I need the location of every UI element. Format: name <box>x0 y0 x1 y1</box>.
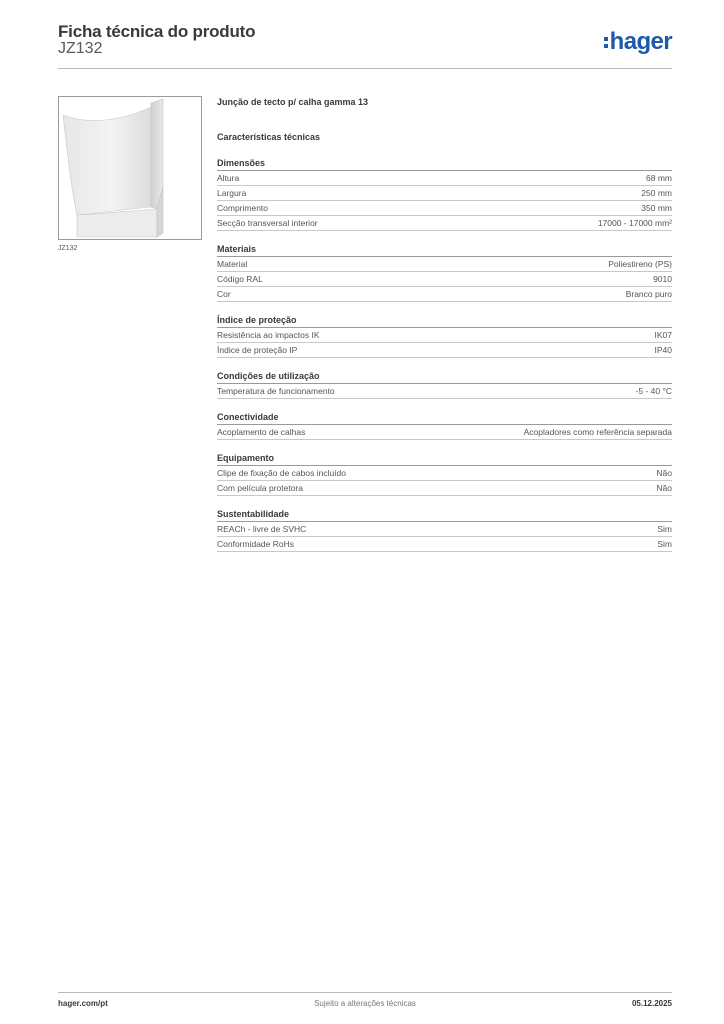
spec-group <box>217 313 672 358</box>
spec-row <box>217 537 672 552</box>
spec-value: Não <box>656 483 672 493</box>
spec-label: Código RAL <box>217 274 263 284</box>
spec-value: 68 mm <box>646 173 672 183</box>
logo-wordmark: hager <box>609 28 672 55</box>
spec-row <box>217 466 672 481</box>
product-reference: JZ132 <box>58 40 103 57</box>
spec-value: Não <box>656 468 672 478</box>
hager-logo <box>604 28 672 56</box>
spec-value: 9010 <box>653 274 672 284</box>
spec-content <box>217 95 672 552</box>
page-footer <box>58 992 672 1013</box>
spec-label: Resistência ao impactos IK <box>217 330 320 340</box>
spec-value: Acopladores como referência separada <box>523 427 672 437</box>
spec-group <box>217 156 672 231</box>
spec-row <box>217 272 672 287</box>
spec-row <box>217 171 672 186</box>
spec-value: 250 mm <box>641 188 672 198</box>
spec-row <box>217 216 672 231</box>
spec-group-title: Conectividade <box>217 410 672 425</box>
spec-label: Comprimento <box>217 203 269 213</box>
spec-group <box>217 369 672 399</box>
spec-value: Poliestireno (PS) <box>608 259 672 269</box>
spec-label: Temperatura de funcionamento <box>217 386 335 396</box>
spec-group-title: Materiais <box>217 242 672 257</box>
spec-group-title: Índice de proteção <box>217 313 672 328</box>
spec-value: IK07 <box>654 330 672 340</box>
spec-row <box>217 257 672 272</box>
spec-label: REACh - livre de SVHC <box>217 524 307 534</box>
spec-label: Cor <box>217 289 231 299</box>
spec-value: 17000 - 17000 mm² <box>597 218 672 228</box>
spec-row <box>217 425 672 440</box>
spec-group <box>217 507 672 552</box>
spec-row <box>217 343 672 358</box>
logo-dots-icon <box>604 37 608 48</box>
product-name: Junção de tecto p/ calha gamma 13 <box>217 97 369 107</box>
spec-row <box>217 328 672 343</box>
spec-row <box>217 186 672 201</box>
spec-group <box>217 242 672 302</box>
header-divider <box>58 68 672 69</box>
spec-group-title: Equipamento <box>217 451 672 466</box>
spec-groups <box>217 156 672 552</box>
spec-row <box>217 522 672 537</box>
spec-row <box>217 481 672 496</box>
spec-value: Sim <box>657 524 672 534</box>
spec-group <box>217 451 672 496</box>
spec-group <box>217 410 672 440</box>
spec-value: -5 - 40 °C <box>635 386 672 396</box>
spec-label: Largura <box>217 188 247 198</box>
product-image <box>58 96 202 240</box>
spec-label: Com película protetora <box>217 483 303 493</box>
image-caption: JZ132 <box>58 245 78 252</box>
spec-row <box>217 384 672 399</box>
document-title: Ficha técnica do produto <box>58 22 256 41</box>
page-header <box>58 20 672 70</box>
spec-label: Acoplamento de calhas <box>217 427 306 437</box>
spec-label: Altura <box>217 173 240 183</box>
spec-label: Conformidade RoHs <box>217 539 295 549</box>
spec-group-title: Sustentabilidade <box>217 507 672 522</box>
footer-website: hager.com/pt <box>58 999 108 1008</box>
spec-value: 350 mm <box>641 203 672 213</box>
spec-value: Branco puro <box>625 289 672 299</box>
footer-date: 05.12.2025 <box>631 999 672 1008</box>
spec-label: Material <box>217 259 248 269</box>
spec-label: Índice de proteção IP <box>217 345 298 355</box>
spec-label: Clipe de fixação de cabos incluído <box>217 468 346 478</box>
spec-group-title: Dimensões <box>217 156 672 171</box>
spec-value: IP40 <box>654 345 672 355</box>
spec-value: Sim <box>657 539 672 549</box>
section-title: Características técnicas <box>217 132 321 142</box>
spec-row <box>217 201 672 216</box>
spec-row <box>217 287 672 302</box>
spec-group-title: Condições de utilização <box>217 369 672 384</box>
footer-notice: Sujeito a alterações técnicas <box>314 999 416 1008</box>
spec-label: Secção transversal interior <box>217 218 318 228</box>
